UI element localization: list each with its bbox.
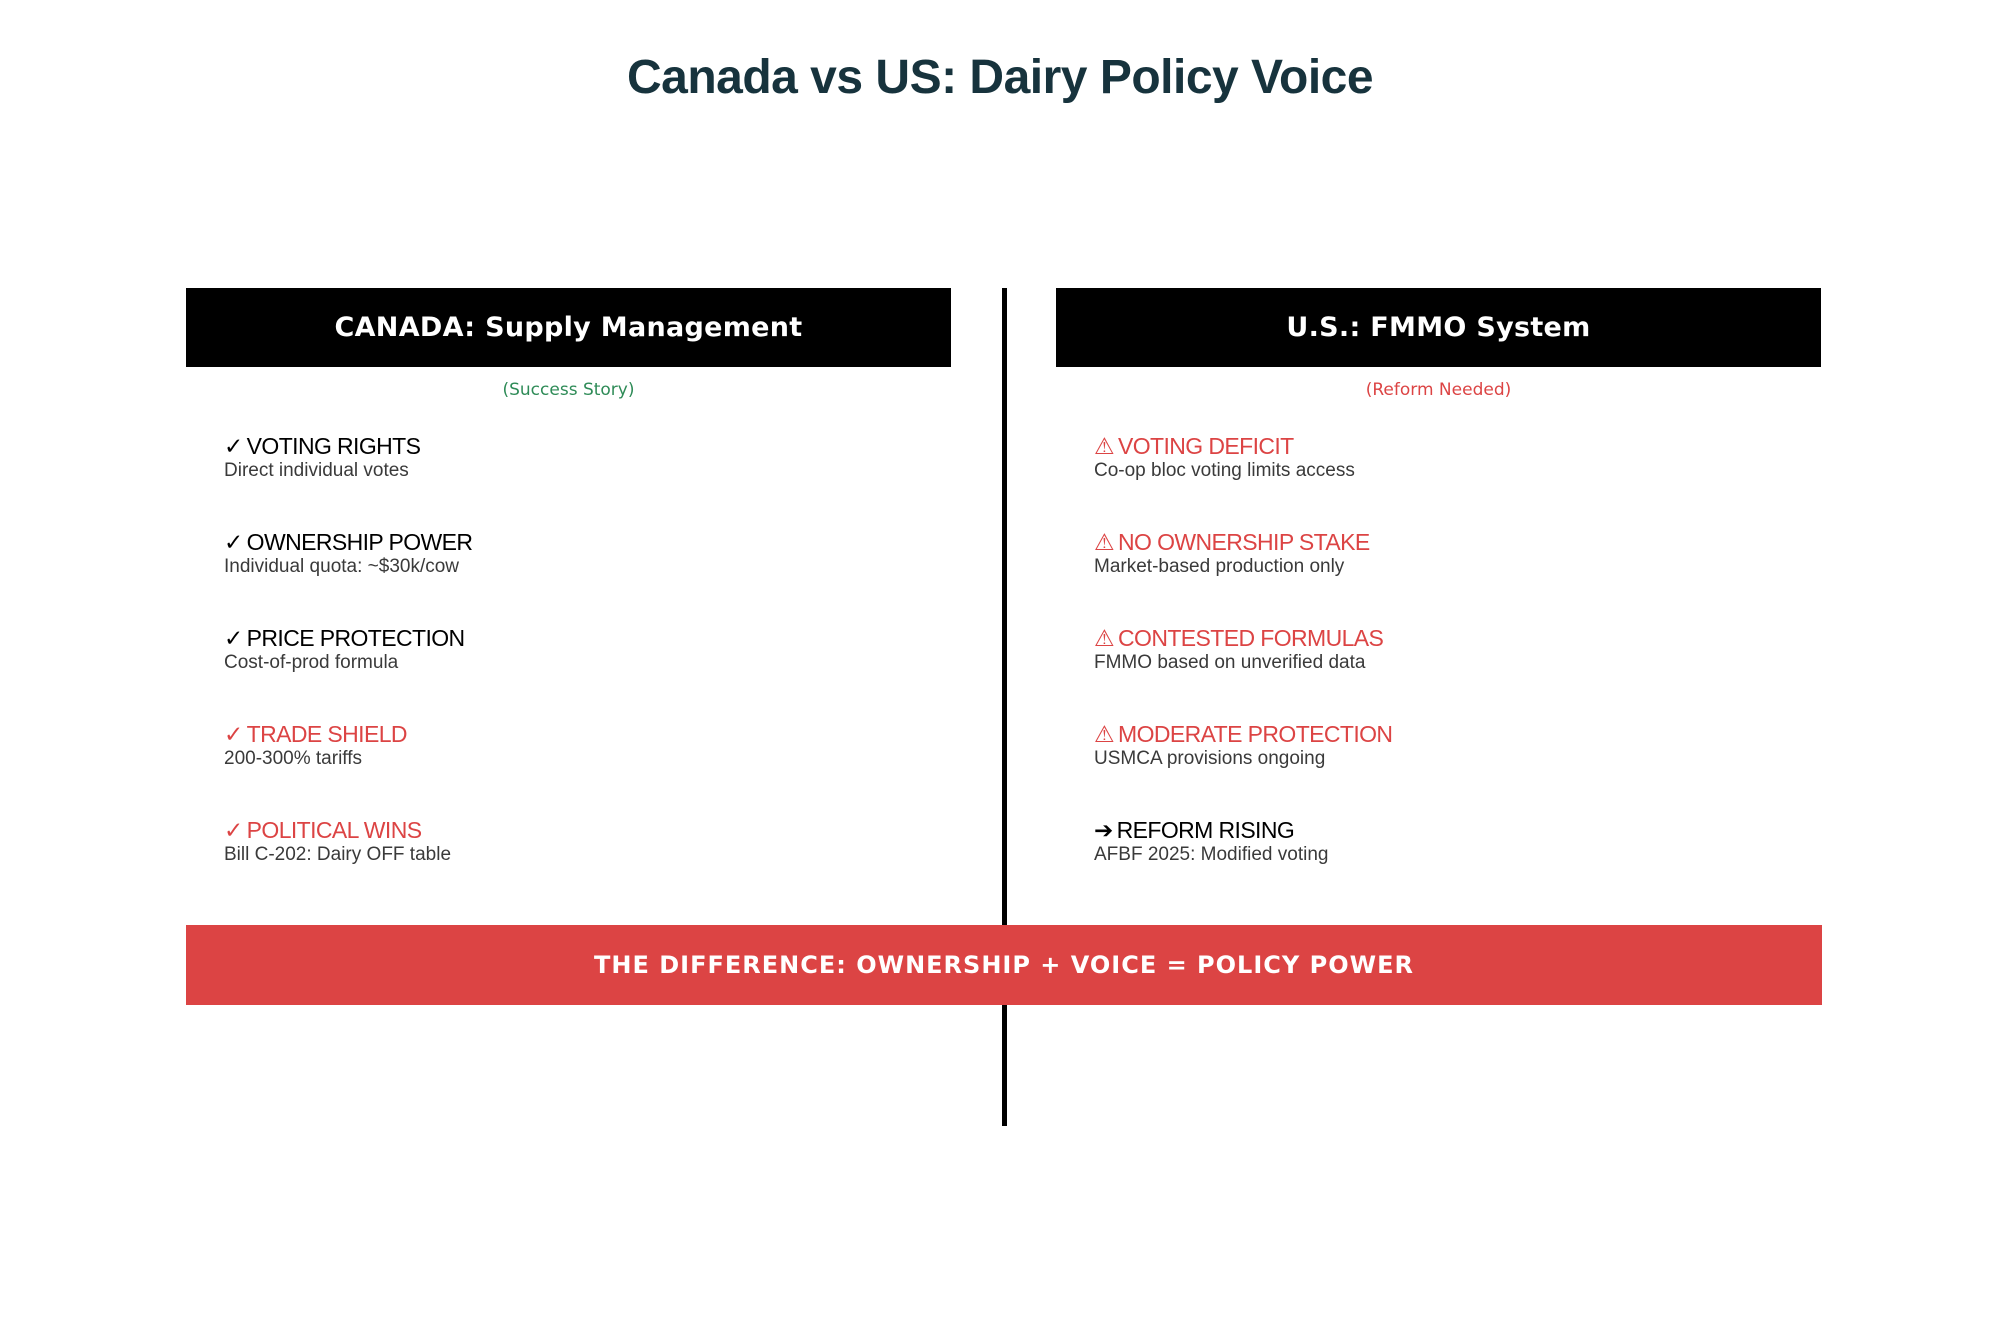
warning-icon: ⚠ bbox=[1094, 625, 1115, 651]
canada-item bbox=[224, 816, 472, 912]
us-item-description: Market-based production only bbox=[1094, 556, 1345, 577]
us-item-description: Co-op bloc voting limits access bbox=[1094, 460, 1355, 481]
canada-items bbox=[224, 432, 472, 912]
us-item-heading bbox=[1094, 624, 1392, 652]
canada-item-title: POLITICAL WINS bbox=[246, 817, 422, 843]
us-item-heading bbox=[1094, 528, 1392, 556]
us-item bbox=[1094, 432, 1392, 528]
canada-item-heading bbox=[224, 624, 472, 652]
canada-item-description: Cost-of-prod formula bbox=[224, 652, 399, 673]
us-item-description: AFBF 2025: Modified voting bbox=[1094, 844, 1329, 865]
us-item-heading bbox=[1094, 816, 1392, 844]
arrow-right-icon: ➔ bbox=[1094, 817, 1113, 843]
page-title: Canada vs US: Dairy Policy Voice bbox=[626, 51, 1374, 104]
us-header: U.S.: FMMO System bbox=[1056, 288, 1821, 367]
us-item bbox=[1094, 528, 1392, 624]
us-item-title: REFORM RISING bbox=[1116, 817, 1295, 843]
us-item-title: NO OWNERSHIP STAKE bbox=[1118, 529, 1370, 555]
check-mark-icon: ✓ bbox=[224, 433, 243, 459]
check-mark-icon: ✓ bbox=[224, 625, 243, 651]
check-mark-icon: ✓ bbox=[224, 529, 243, 555]
canada-item-title: VOTING RIGHTS bbox=[246, 433, 421, 459]
us-item-description: USMCA provisions ongoing bbox=[1094, 748, 1326, 769]
us-item-heading bbox=[1094, 432, 1392, 460]
warning-icon: ⚠ bbox=[1094, 433, 1115, 459]
us-item bbox=[1094, 720, 1392, 816]
canada-item-heading bbox=[224, 432, 472, 460]
warning-icon: ⚠ bbox=[1094, 529, 1115, 555]
difference-banner: THE DIFFERENCE: OWNERSHIP + VOICE = POLICY POWER bbox=[186, 925, 1822, 1005]
canada-item-description: Direct individual votes bbox=[224, 460, 409, 481]
canada-subtitle: (Success Story) bbox=[502, 380, 635, 400]
canada-item-title: PRICE PROTECTION bbox=[246, 625, 465, 651]
us-item bbox=[1094, 624, 1392, 720]
check-mark-icon: ✓ bbox=[224, 817, 243, 843]
canada-item-description: 200-300% tariffs bbox=[224, 748, 363, 769]
canada-item-description: Bill C-202: Dairy OFF table bbox=[224, 844, 452, 865]
us-item-title: VOTING DEFICIT bbox=[1118, 433, 1294, 459]
canada-item-heading bbox=[224, 816, 472, 844]
check-mark-icon: ✓ bbox=[224, 721, 243, 747]
us-subtitle: (Reform Needed) bbox=[1365, 380, 1512, 400]
us-items bbox=[1094, 432, 1392, 912]
canada-item-heading bbox=[224, 720, 472, 748]
canada-item bbox=[224, 624, 472, 720]
us-item-heading bbox=[1094, 720, 1392, 748]
warning-icon: ⚠ bbox=[1094, 721, 1115, 747]
canada-item-heading bbox=[224, 528, 472, 556]
canada-item bbox=[224, 720, 472, 816]
us-item bbox=[1094, 816, 1392, 912]
us-item-description: FMMO based on unverified data bbox=[1094, 652, 1366, 673]
us-item-title: CONTESTED FORMULAS bbox=[1118, 625, 1384, 651]
canada-item bbox=[224, 528, 472, 624]
canada-item-title: TRADE SHIELD bbox=[246, 721, 407, 747]
us-item-title: MODERATE PROTECTION bbox=[1118, 721, 1393, 747]
canada-header: CANADA: Supply Management bbox=[186, 288, 951, 367]
canada-item-description: Individual quota: ~$30k/cow bbox=[224, 556, 460, 577]
canada-item-title: OWNERSHIP POWER bbox=[246, 529, 473, 555]
canada-item bbox=[224, 432, 472, 528]
